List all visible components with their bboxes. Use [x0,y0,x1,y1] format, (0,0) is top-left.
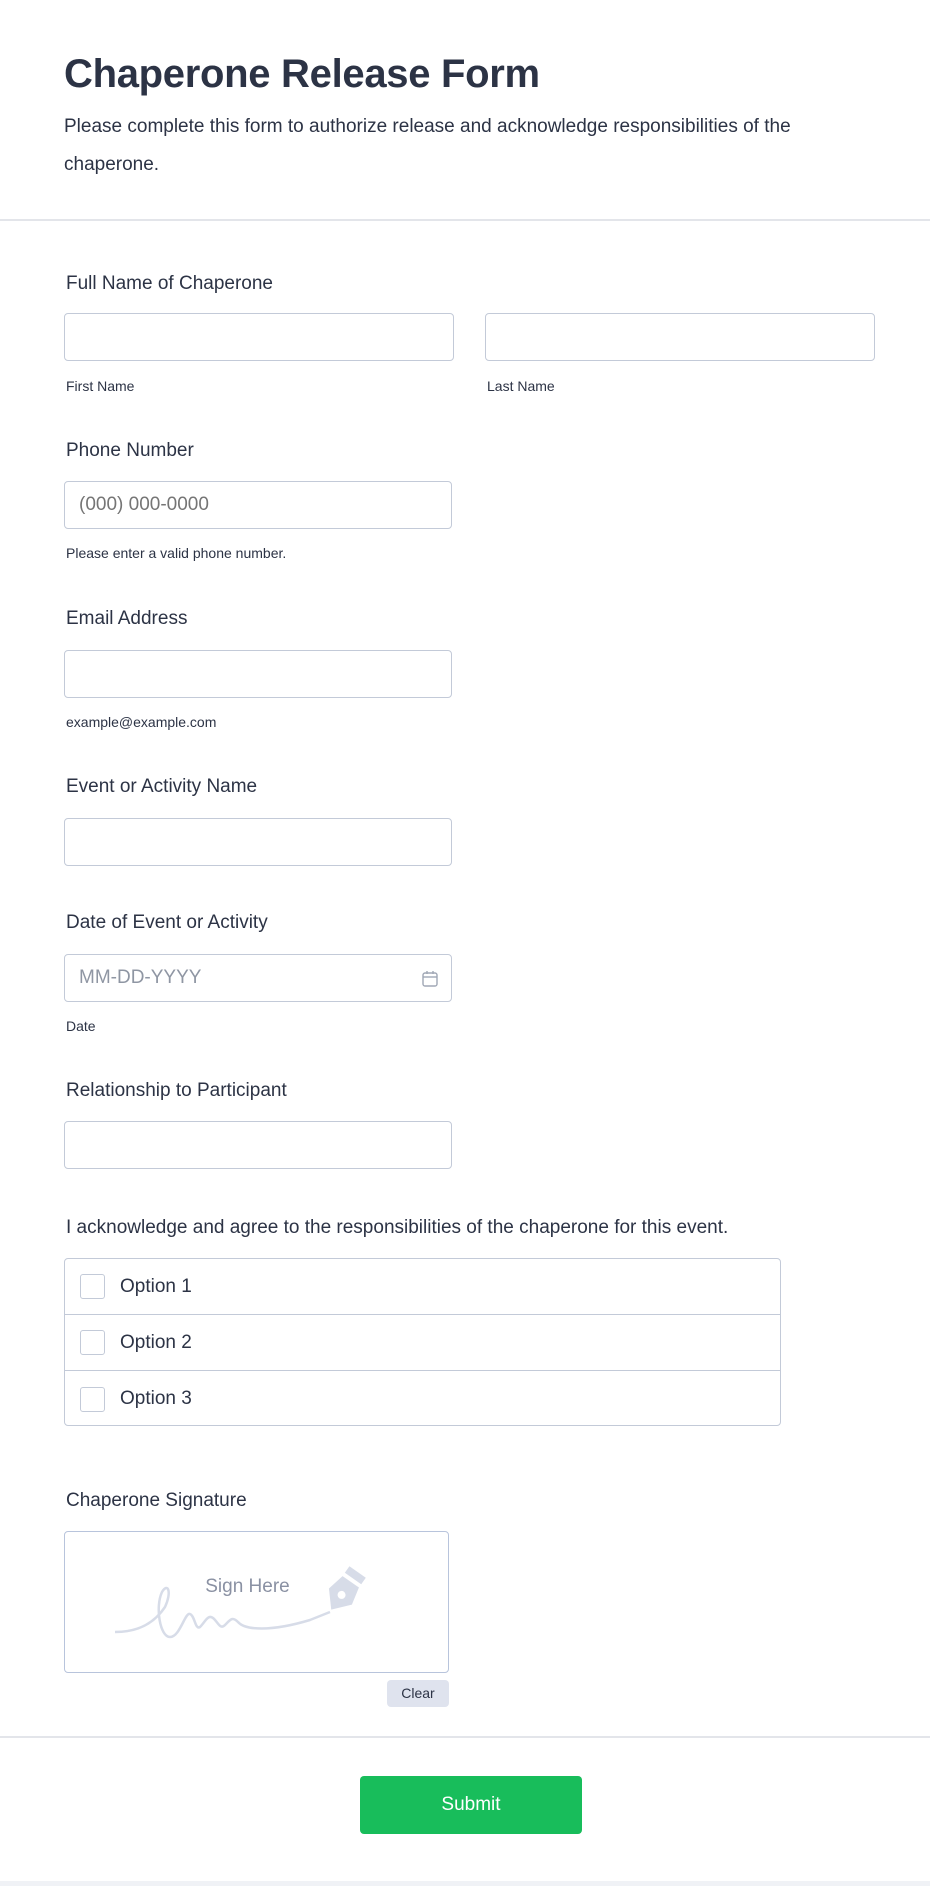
email-input[interactable] [64,650,452,698]
page-description: Please complete this form to authorize release and acknowledge responsibilities of the chaperone. [64,116,791,175]
option-label: Option 1 [120,1275,192,1297]
checkbox[interactable] [80,1274,105,1299]
phone-input[interactable] [64,481,452,529]
phone-label: Phone Number [66,440,194,461]
acknowledge-label: I acknowledge and agree to the responsibilities of the chaperone for this event. [66,1217,729,1238]
signature-pad[interactable] [64,1531,449,1673]
first-name-sublabel: First Name [66,378,135,394]
clear-signature-button[interactable]: Clear [387,1680,449,1707]
checkbox-option-1[interactable] [65,1259,780,1315]
first-name-input[interactable] [64,313,454,361]
phone-hint: Please enter a valid phone number. [66,545,287,561]
relationship-input[interactable] [64,1121,452,1169]
checkbox-option-2[interactable] [65,1315,780,1371]
full-name-label: Full Name of Chaperone [66,273,273,294]
signature-illustration-icon [110,1552,410,1642]
date-input[interactable] [64,954,452,1002]
calendar-icon[interactable] [421,970,439,988]
email-hint: example@example.com [66,714,217,730]
sign-here-text: Sign Here [205,1576,290,1597]
event-label: Event or Activity Name [66,776,258,797]
submit-button[interactable]: Submit [360,1776,582,1834]
signature-label: Chaperone Signature [66,1490,247,1511]
date-label: Date of Event or Activity [66,912,268,933]
page-title: Chaperone Release Form [64,52,540,96]
checkbox-option-3[interactable] [65,1371,780,1427]
relationship-label: Relationship to Participant [66,1080,287,1101]
email-label: Email Address [66,608,188,629]
acknowledge-checkbox-group [64,1258,781,1426]
option-label: Option 3 [120,1388,192,1409]
last-name-input[interactable] [485,313,875,361]
date-placeholder: MM-DD-YYYY [79,967,202,988]
last-name-sublabel: Last Name [487,378,555,394]
date-sublabel: Date [66,1018,96,1034]
bottom-border [0,1881,930,1886]
checkbox[interactable] [80,1330,105,1355]
header-divider [0,219,930,221]
event-input[interactable] [64,818,452,866]
option-label: Option 2 [120,1331,192,1353]
footer-divider [0,1736,930,1738]
checkbox[interactable] [80,1387,105,1412]
